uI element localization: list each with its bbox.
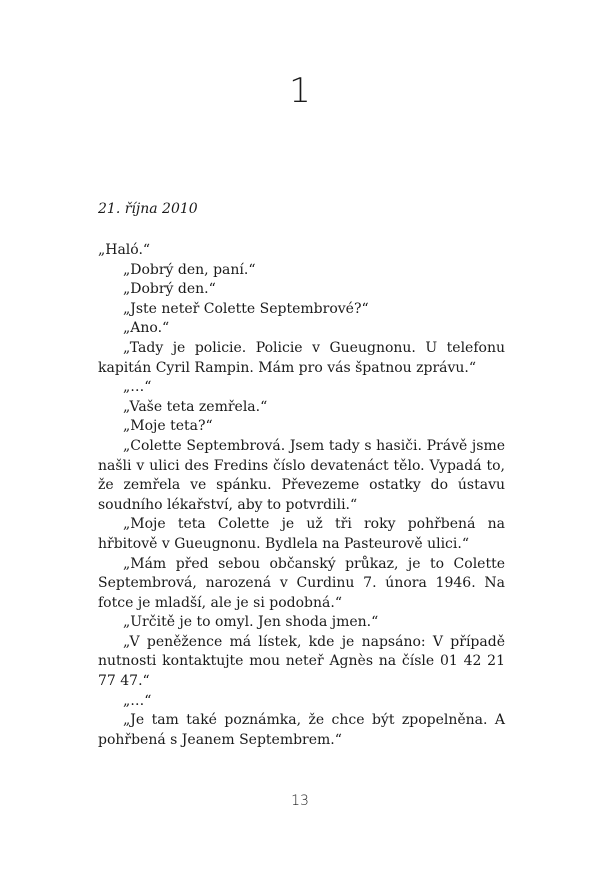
paragraph: „Vaše teta zemřela.“ [123,398,268,415]
paragraph: „V peněžence má lístek, kde je napsáno: V případě nutnosti kontaktujte mou neteř Agnès na čísle 01 42 21 77 47.“ [98,633,505,690]
paragraph: „Tady je policie. Policie v Gueugnonu. U telefonu kapitán Cyril Rampin. Mám pro vás špatnou zprávu.“ [98,339,505,376]
paragraph: „Je tam také poznámka, že chce být zpopelněna. A pohřbená s Jeanem Septembrem.“ [98,712,505,748]
chapter-number: 1 [289,71,311,111]
paragraph: „…“ [123,379,152,396]
paragraph: „Dobrý den, paní.“ [123,261,256,278]
paragraph: „Jste neteř Colette Septembrové?“ [123,300,369,317]
paragraph: „Dobrý den.“ [123,281,216,298]
paragraph: „Ano.“ [123,320,170,337]
paragraph: „Mám před sebou občanský průkaz, je to Colette Septembrová, narozená v Curdinu 7. února 1946. Na fotce je mladší, ale je si podobná.“ [98,555,505,611]
chapter-date: 21. října 2010 [98,201,198,217]
paragraph: „…“ [123,692,152,709]
paragraph: „Colette Septembrová. Jsem tady s hasiči. Právě jsme našli v ulici des Fredins číslo devatenáct tělo. Vypadá to, že zemřela ve spánku. Převezeme ostatky do ústavu soudního lékařství, aby to potvrdili.“ [98,437,505,513]
paragraph: „Moje teta?“ [123,418,213,435]
paragraph: „Moje teta Colette je už tři roky pohřbená na hřbitově v Gueugnonu. Bydlela na Pasteurově ulici.“ [98,516,505,552]
body-text [98,241,505,750]
paragraph: „Haló.“ [98,242,151,258]
paragraph: „Určitě je to omyl. Jen shoda jmen.“ [123,614,379,631]
page-number: 13 [291,793,309,809]
